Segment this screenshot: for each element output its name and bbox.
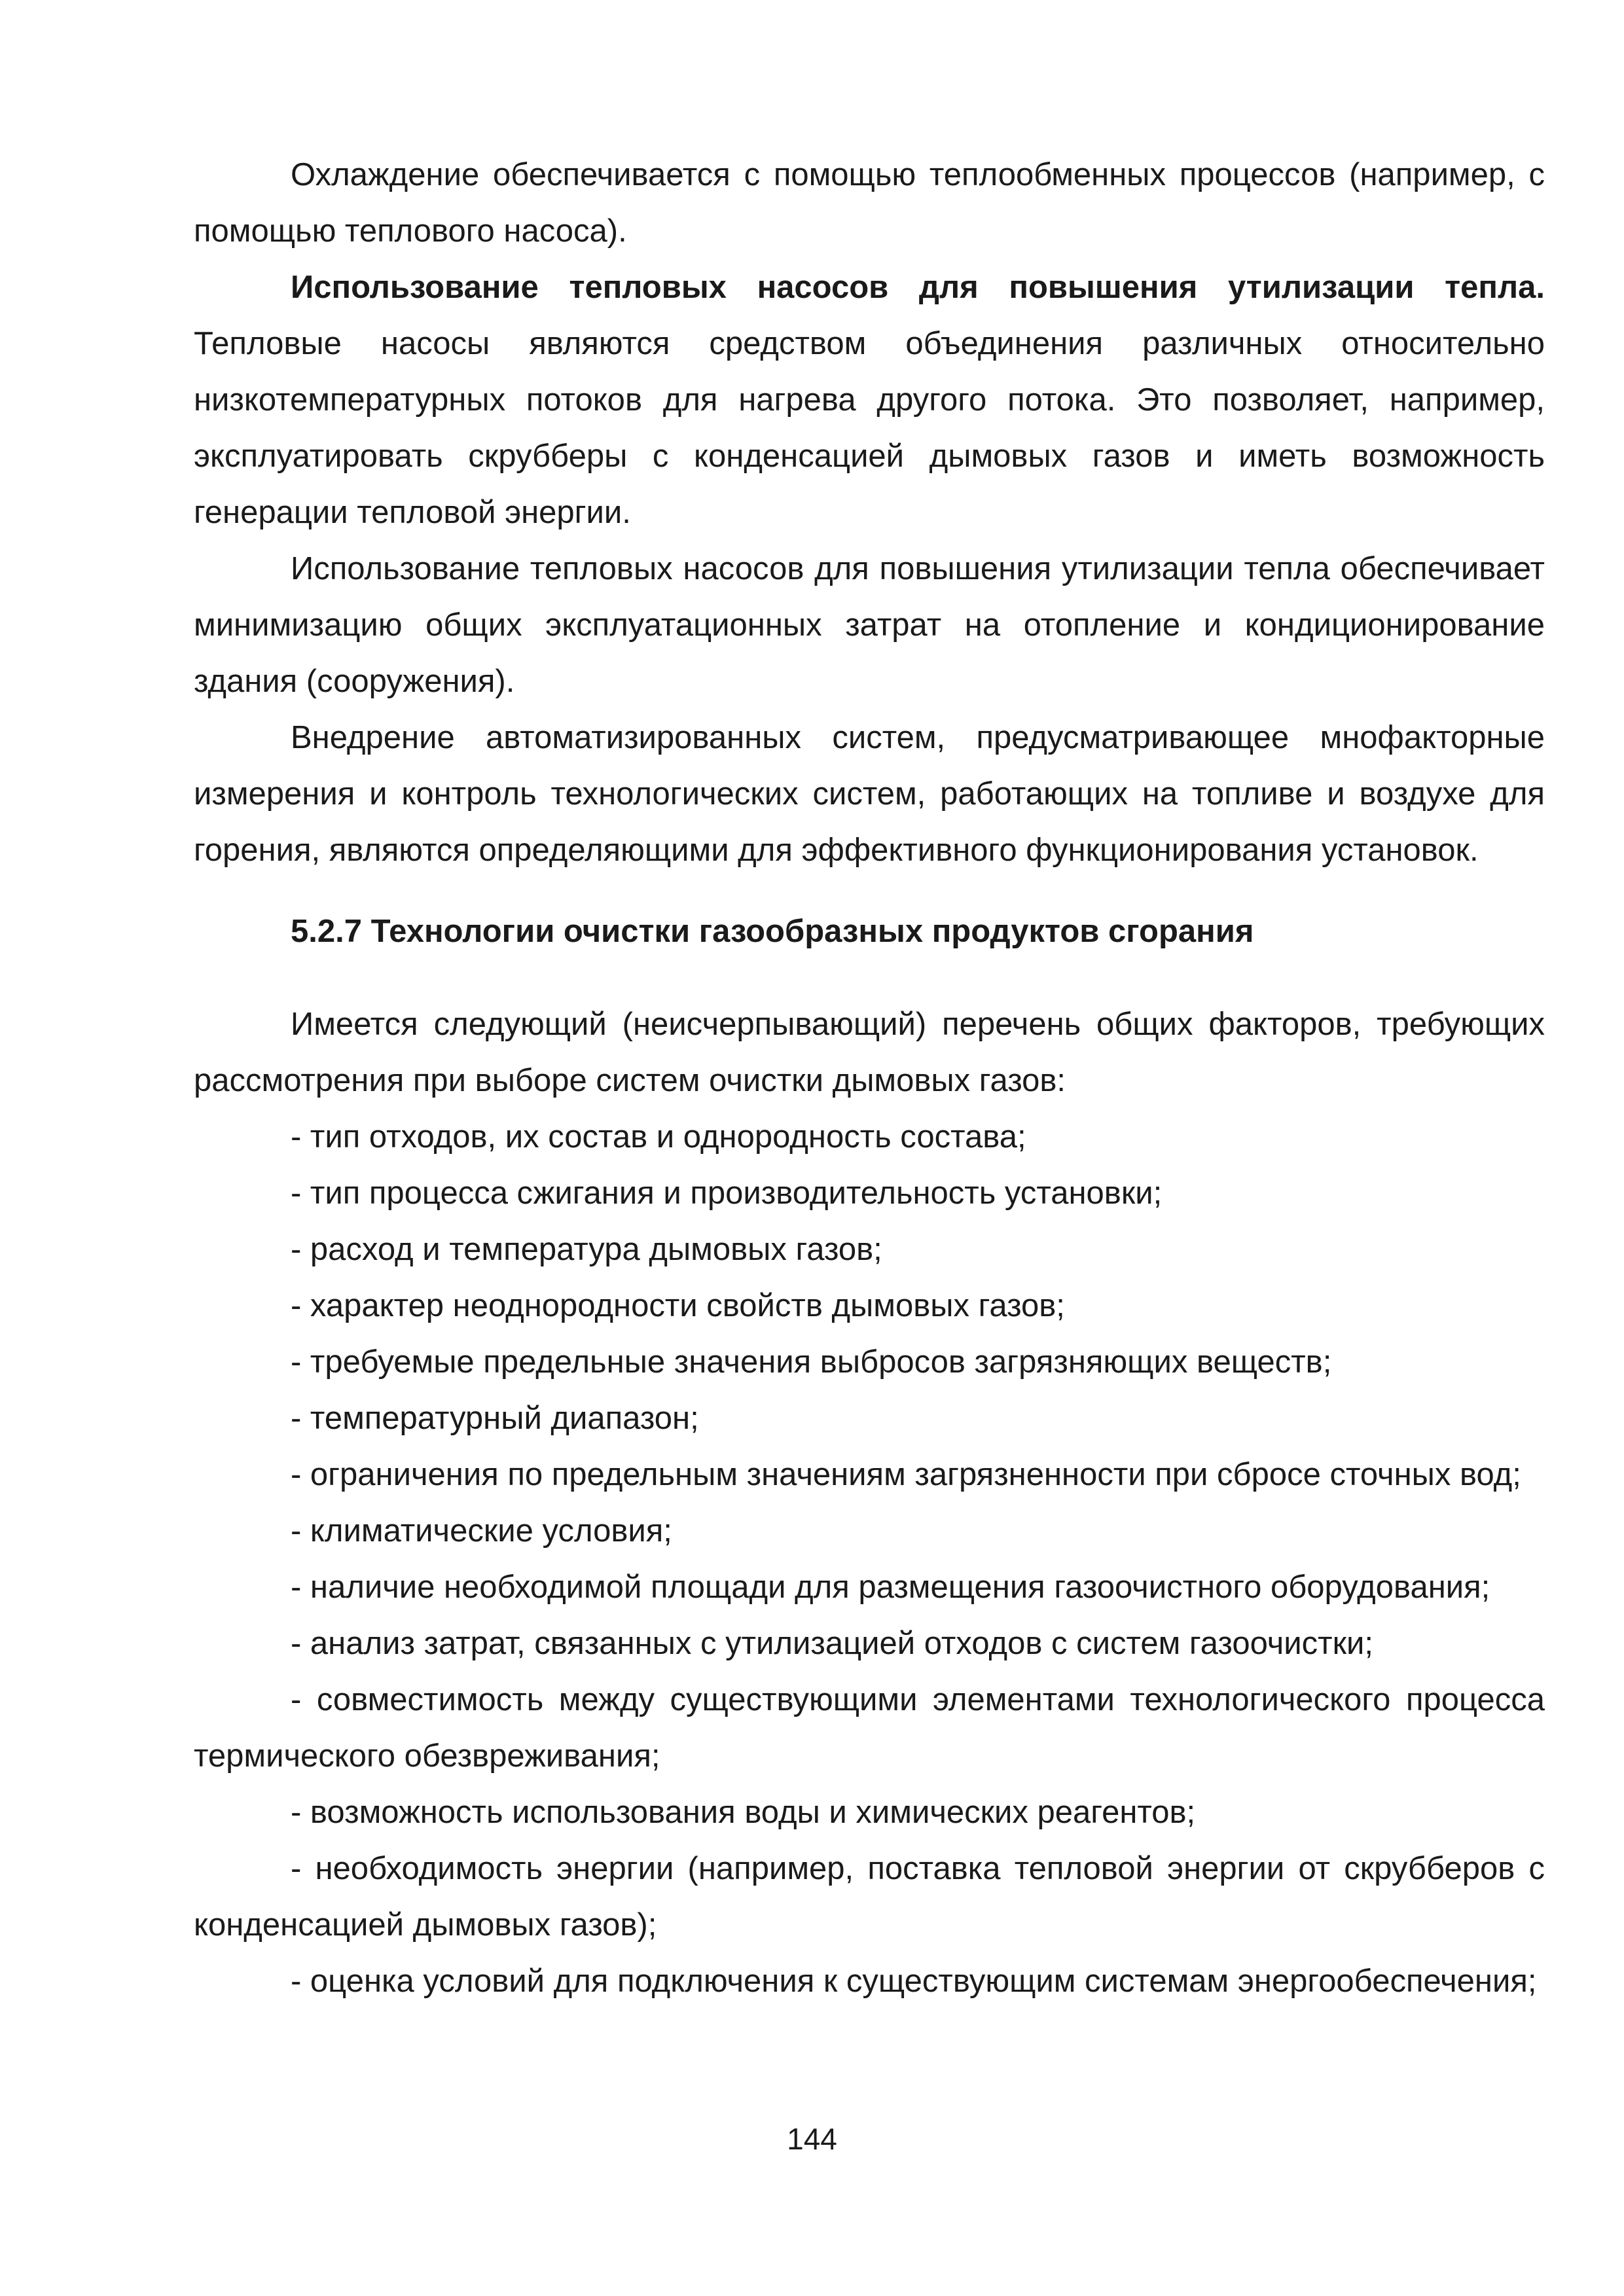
paragraph-automation: Внедрение автоматизированных систем, предусматривающее мнофакторные измерения и контроль технологических систем, работающих на топливе и воздухе для горения, являются определяющими для эффективного функционирования установок. [194,720,1545,868]
list-item: - расход и температура дымовых газов; [291,1232,882,1267]
list-item: - возможность использования воды и химических реагентов; [291,1795,1196,1830]
section-heading: 5.2.7 Технологии очистки газообразных продуктов сгорания [291,914,1254,949]
paragraph-lead-in: Использование тепловых насосов для повышения утилизации тепла. [291,270,1545,305]
list-item: - температурный диапазон; [291,1401,699,1436]
list-item: - анализ затрат, связанных с утилизацией отходов с систем газоочистки; [291,1626,1374,1661]
page-number: 144 [787,2122,837,2156]
list-item: - климатические условия; [291,1513,672,1549]
list-item: - тип процесса сжигания и производительность установки; [291,1175,1163,1211]
paragraph-heat-pumps [194,259,1545,541]
list-item: - наличие необходимой площади для размещения газоочистного оборудования; [291,1570,1490,1605]
list-item: - характер неоднородности свойств дымовых газов; [291,1288,1065,1323]
list-item: - тип отходов, их состав и однородность состава; [291,1119,1026,1155]
paragraph-heat-pumps-costs: Использование тепловых насосов для повышения утилизации тепла обеспечивает минимизацию общих эксплуатационных затрат на отопление и кондиционирование здания (сооружения). [194,551,1545,699]
factor-list [194,1109,1545,2009]
list-item: - необходимость энергии (например, поставка тепловой энергии от скрубберов с конденсацией дымовых газов); [194,1851,1545,1943]
list-item: - требуемые предельные значения выбросов загрязняющих веществ; [291,1344,1332,1380]
list-item: - ограничения по предельным значениям загрязненности при сбросе сточных вод; [291,1457,1521,1492]
paragraph-intro: Имеется следующий (неисчерпывающий) перечень общих факторов, требующих рассмотрения при выборе систем очистки дымовых газов: [194,1007,1545,1098]
body-text [194,147,1545,2009]
paragraph-cooling: Охлаждение обеспечивается с помощью теплообменных процессов (например, с помощью теплового насоса). [194,157,1545,249]
paragraph-heat-pumps-text: Тепловые насосы являются средством объединения различных относительно низкотемпературных потоков для нагрева другого потока. Это позволяет, например, эксплуатировать скрубберы с конденсацией дымовых газов и иметь возможность генерации тепловой энергии. [194,326,1545,530]
list-item: - оценка условий для подключения к существующим системам энергообеспечения; [291,1964,1537,1999]
list-item: - совместимость между существующими элементами технологического процесса термического обезвреживания; [194,1682,1545,1774]
